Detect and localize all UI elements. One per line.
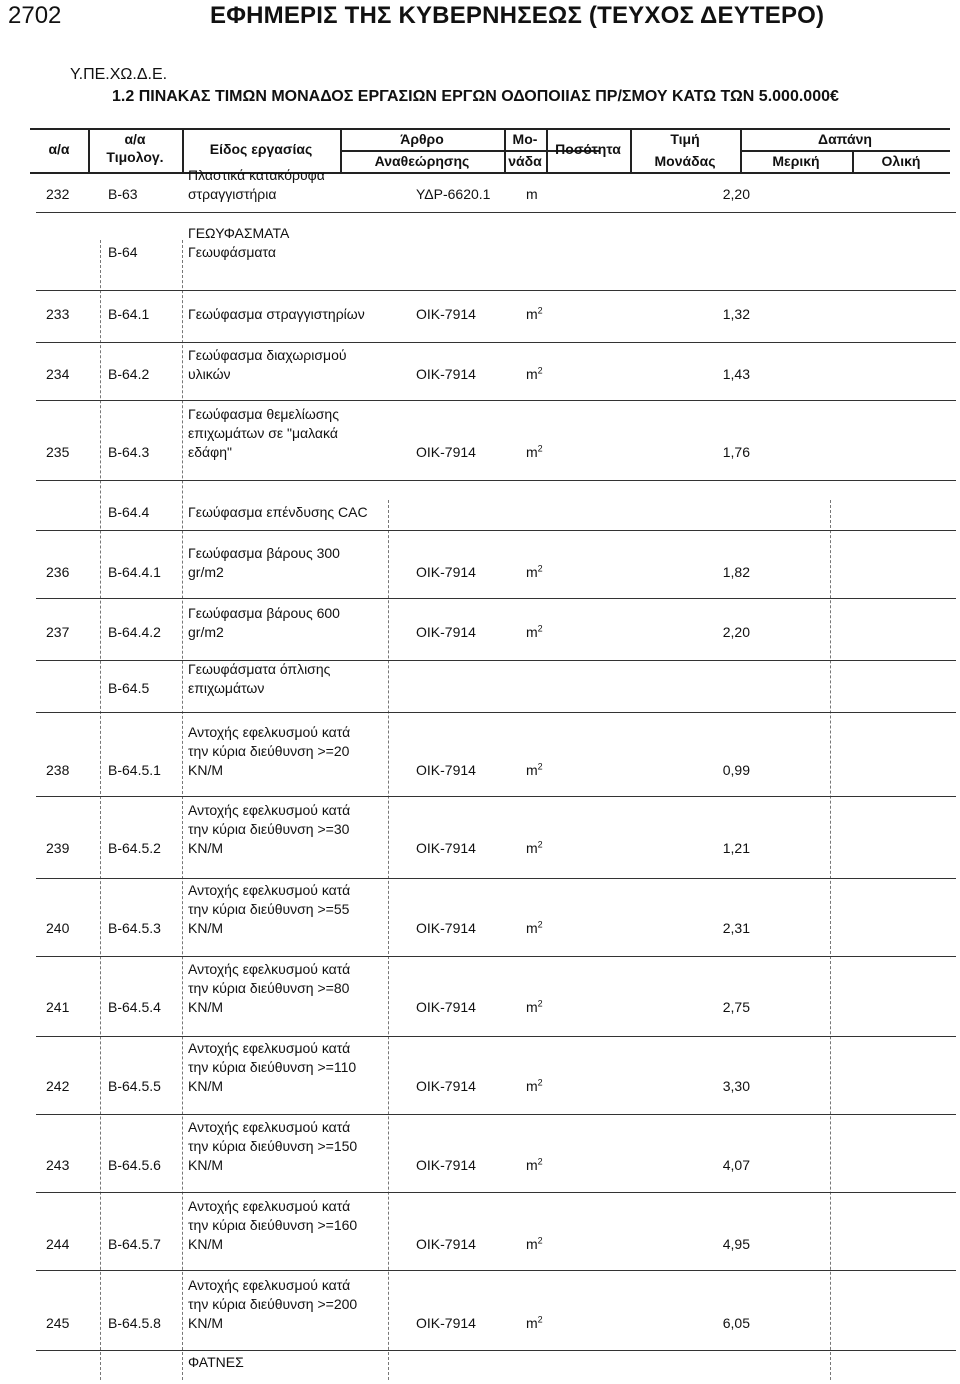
row-unit — [526, 623, 566, 642]
row-aa: 245 — [46, 1315, 70, 1331]
unit-symbol: m — [526, 1236, 538, 1252]
row-rule — [36, 1036, 956, 1037]
row-unit — [526, 919, 566, 938]
row-rule — [36, 480, 956, 481]
row-unit-price: 2,31 — [722, 920, 750, 936]
row-unit — [526, 761, 566, 780]
header-cost-partial: Μερική — [772, 153, 820, 169]
row-unit — [526, 998, 566, 1017]
unit-exponent: 2 — [537, 998, 543, 1009]
row-description-line: KN/M — [188, 1236, 223, 1252]
unit-symbol: m — [526, 444, 538, 460]
row-description-line: την κύρια διεύθυνση >=150 — [188, 1138, 358, 1154]
row-description-line: την κύρια διεύθυνση >=20 — [188, 743, 350, 759]
row-article: ΟΙΚ-7914 — [416, 564, 476, 580]
row-description-line: την κύρια διεύθυνση >=200 — [188, 1296, 358, 1312]
row-article: ΟΙΚ-7914 — [416, 840, 476, 856]
row-code: Β-64.5.4 — [108, 999, 161, 1015]
row-code: Β-64.5.3 — [108, 920, 161, 936]
row-article: ΟΙΚ-7914 — [416, 920, 476, 936]
row-code: Β-64.4.1 — [108, 564, 161, 580]
row-rule — [36, 956, 956, 957]
column-guide — [830, 500, 831, 1380]
row-unit — [526, 1314, 566, 1333]
row-aa: 243 — [46, 1157, 70, 1173]
row-rule — [36, 212, 956, 213]
unit-exponent: 2 — [537, 365, 543, 376]
row-code: Β-64.2 — [108, 366, 150, 382]
row-description-line: Γεωύφασμα επένδυσης CAC — [188, 504, 368, 520]
row-aa: 237 — [46, 624, 70, 640]
header-unit-2: νάδα — [508, 153, 542, 169]
row-unit-price: 1,21 — [722, 840, 750, 856]
unit-exponent: 2 — [537, 839, 543, 850]
row-description-line: Αντοχής εφελκυσμού κατά — [188, 1198, 351, 1214]
row-aa: 238 — [46, 762, 70, 778]
row-article: ΟΙΚ-7914 — [416, 1236, 476, 1252]
row-description-line: την κύρια διεύθυνση >=30 — [188, 821, 350, 837]
row-unit-price: 0,99 — [722, 762, 750, 778]
row-code: Β-64 — [108, 244, 138, 260]
row-aa: 239 — [46, 840, 70, 856]
row-unit — [526, 563, 566, 582]
table-title: 1.2 ΠΙΝΑΚΑΣ ΤΙΜΩΝ ΜΟΝΑΔΟΣ ΕΡΓΑΣΙΩΝ ΕΡΓΩΝ ΟΔΟΠΟΙΙΑΣ ΠΡ/ΣΜΟΥ ΚΑΤΩ ΤΩΝ 5.000.000€ — [112, 88, 839, 105]
row-rule — [36, 1350, 956, 1351]
unit-symbol: m — [526, 762, 538, 778]
row-description-line: KN/M — [188, 840, 223, 856]
unit-exponent: 2 — [537, 563, 543, 574]
row-description-line: Γεωύφασμα θεμελίωσης — [188, 406, 339, 422]
header-cost: Δαπάνη — [818, 131, 872, 147]
row-code: Β-64.4.2 — [108, 624, 161, 640]
header-unit-price-1: Τιμή — [670, 131, 700, 147]
row-code: Β-64.4 — [108, 504, 150, 520]
row-unit-price: 1,76 — [722, 444, 750, 460]
row-rule — [36, 290, 956, 291]
row-description-line: gr/m2 — [188, 624, 224, 640]
header-quantity: Ποσότητα — [555, 141, 621, 157]
row-article: ΟΙΚ-7914 — [416, 366, 476, 382]
row-description-line: KN/M — [188, 762, 223, 778]
row-description-line: Αντοχής εφελκυσμού κατά — [188, 1277, 351, 1293]
header-work-type: Είδος εργασίας — [209, 141, 313, 157]
unit-exponent: 2 — [537, 1235, 543, 1246]
row-rule — [36, 660, 956, 661]
header-unit-1: Μο- — [512, 131, 538, 147]
row-aa: 244 — [46, 1236, 70, 1252]
row-article: ΟΙΚ-7914 — [416, 444, 476, 460]
row-unit — [526, 839, 566, 858]
row-description-line: υλικών — [188, 366, 231, 382]
header-aa-tim-1: α/α — [124, 131, 146, 147]
row-description-line: gr/m2 — [188, 564, 224, 580]
row-code: Β-64.5 — [108, 680, 150, 696]
row-unit — [526, 305, 566, 324]
unit-exponent: 2 — [537, 919, 543, 930]
unit-exponent: 2 — [537, 1314, 543, 1325]
row-description-line: KN/M — [188, 1315, 223, 1331]
unit-exponent: 2 — [537, 1156, 543, 1167]
page-number: 2702 — [8, 2, 62, 29]
unit-exponent: 2 — [537, 1077, 543, 1088]
row-unit — [526, 185, 566, 204]
row-unit — [526, 1077, 566, 1096]
row-unit-price: 4,07 — [722, 1157, 750, 1173]
row-rule — [36, 878, 956, 879]
row-aa: 240 — [46, 920, 70, 936]
unit-exponent: 2 — [537, 305, 543, 316]
column-guide — [388, 500, 389, 1380]
row-description-line: στραγγιστήρια — [188, 186, 277, 202]
row-description-line: Αντοχής εφελκυσμού κατά — [188, 802, 351, 818]
unit-symbol: m — [526, 1157, 538, 1173]
row-description-line: Γεωύφασμα διαχωρισμού — [188, 347, 347, 363]
row-unit-price: 2,20 — [722, 186, 750, 202]
row-unit — [526, 1156, 566, 1175]
header-aa-tim-2: Τιμολογ. — [106, 149, 164, 165]
gazette-title: ΕΦΗΜΕΡΙΣ ΤΗΣ ΚΥΒΕΡΝΗΣΕΩΣ (ΤΕΥΧΟΣ ΔΕΥΤΕΡΟ) — [210, 2, 825, 29]
unit-symbol: m — [526, 564, 538, 580]
row-code: Β-64.5.8 — [108, 1315, 161, 1331]
row-description-line: Γεωυφάσματα όπλισης — [188, 661, 331, 677]
row-aa: 241 — [46, 999, 70, 1015]
row-description-line: Αντοχής εφελκυσμού κατά — [188, 1119, 351, 1135]
row-description-line: Αντοχής εφελκυσμού κατά — [188, 961, 351, 977]
row-code: Β-64.5.6 — [108, 1157, 161, 1173]
row-description-line: την κύρια διεύθυνση >=55 — [188, 901, 350, 917]
row-rule — [36, 530, 956, 531]
unit-exponent: 2 — [537, 623, 543, 634]
unit-symbol: m — [526, 624, 538, 640]
column-guide — [100, 240, 101, 1380]
header-article-1: Άρθρο — [400, 131, 444, 147]
row-description-line: Αντοχής εφελκυσμού κατά — [188, 1040, 351, 1056]
row-unit-price: 2,75 — [722, 999, 750, 1015]
unit-symbol: m — [526, 840, 538, 856]
row-article: ΟΙΚ-7914 — [416, 306, 476, 322]
row-code: Β-64.5.1 — [108, 762, 161, 778]
row-aa: 242 — [46, 1078, 70, 1094]
unit-symbol: m — [526, 920, 538, 936]
row-aa: 233 — [46, 306, 70, 322]
row-code: Β-64.1 — [108, 306, 150, 322]
row-description-line: Γεωύφασμα βάρους 300 — [188, 545, 340, 561]
row-aa: 235 — [46, 444, 70, 460]
row-article: ΟΙΚ-7914 — [416, 1157, 476, 1173]
row-unit-price: 3,30 — [722, 1078, 750, 1094]
row-article: ΟΙΚ-7914 — [416, 624, 476, 640]
row-unit-price: 2,20 — [722, 624, 750, 640]
row-description-line: Γεωύφασμα βάρους 600 — [188, 605, 340, 621]
row-description-line: την κύρια διεύθυνση >=80 — [188, 980, 350, 996]
row-description-line: Γεωύφασμα στραγγιστηρίων — [188, 306, 365, 322]
unit-symbol: m — [526, 366, 538, 382]
row-description-line: Αντοχής εφελκυσμού κατά — [188, 724, 351, 740]
row-unit-price: 1,82 — [722, 564, 750, 580]
header-aa: α/α — [48, 141, 70, 157]
row-code: Β-64.3 — [108, 444, 150, 460]
row-code: Β-63 — [108, 186, 138, 202]
row-article: ΟΙΚ-7914 — [416, 1315, 476, 1331]
row-unit-price: 4,95 — [722, 1236, 750, 1252]
header-article-2: Αναθεώρησης — [374, 153, 470, 169]
header-cost-total: Ολική — [881, 153, 921, 169]
row-description-line: επιχωμάτων σε "μαλακά — [188, 425, 338, 441]
row-description-line: επιχωμάτων — [188, 680, 265, 696]
row-unit-price: 1,32 — [722, 306, 750, 322]
row-code: Β-64.5.5 — [108, 1078, 161, 1094]
row-description-line: την κύρια διεύθυνση >=160 — [188, 1217, 358, 1233]
row-unit-price: 1,43 — [722, 366, 750, 382]
row-aa: 234 — [46, 366, 70, 382]
row-aa: 232 — [46, 186, 70, 202]
row-article: ΟΙΚ-7914 — [416, 762, 476, 778]
row-description-line: Πλαστικά κατακόρυφα — [188, 167, 325, 183]
unit-exponent: 2 — [537, 443, 543, 454]
row-description-line: ΦΑΤΝΕΣ — [188, 1354, 244, 1370]
unit-symbol: m — [526, 186, 538, 202]
row-code: Β-64.5.2 — [108, 840, 161, 856]
row-description-line: KN/M — [188, 1157, 223, 1173]
unit-symbol: m — [526, 1315, 538, 1331]
row-unit — [526, 1235, 566, 1254]
row-aa: 236 — [46, 564, 70, 580]
row-rule — [36, 1270, 956, 1271]
row-description-line: ΓΕΩΥΦΑΣΜΑΤΑ — [188, 225, 290, 241]
row-description-line: KN/M — [188, 920, 223, 936]
unit-symbol: m — [526, 1078, 538, 1094]
row-rule — [36, 1192, 956, 1193]
row-rule — [36, 796, 956, 797]
row-unit-price: 6,05 — [722, 1315, 750, 1331]
column-guide — [182, 240, 183, 1380]
row-description-line: εδάφη" — [188, 444, 232, 460]
row-unit — [526, 443, 566, 462]
unit-symbol: m — [526, 306, 538, 322]
row-unit — [526, 365, 566, 384]
unit-symbol: m — [526, 999, 538, 1015]
header-unit-price-2: Μονάδας — [654, 153, 716, 169]
unit-exponent: 2 — [537, 761, 543, 772]
agency-label: Υ.ΠΕ.ΧΩ.Δ.Ε. — [70, 66, 168, 83]
row-description-line: την κύρια διεύθυνση >=110 — [188, 1059, 357, 1075]
row-description-line: Γεωυφάσματα — [188, 244, 276, 260]
row-code: Β-64.5.7 — [108, 1236, 161, 1252]
row-description-line: Αντοχής εφελκυσμού κατά — [188, 882, 351, 898]
row-description-line: KN/M — [188, 1078, 223, 1094]
row-rule — [36, 400, 956, 401]
row-description-line: KN/M — [188, 999, 223, 1015]
row-article: ΥΔΡ-6620.1 — [416, 186, 491, 202]
row-rule — [36, 598, 956, 599]
row-article: ΟΙΚ-7914 — [416, 1078, 476, 1094]
row-rule — [36, 342, 956, 343]
row-rule — [36, 1114, 956, 1115]
row-article: ΟΙΚ-7914 — [416, 999, 476, 1015]
row-rule — [36, 712, 956, 713]
